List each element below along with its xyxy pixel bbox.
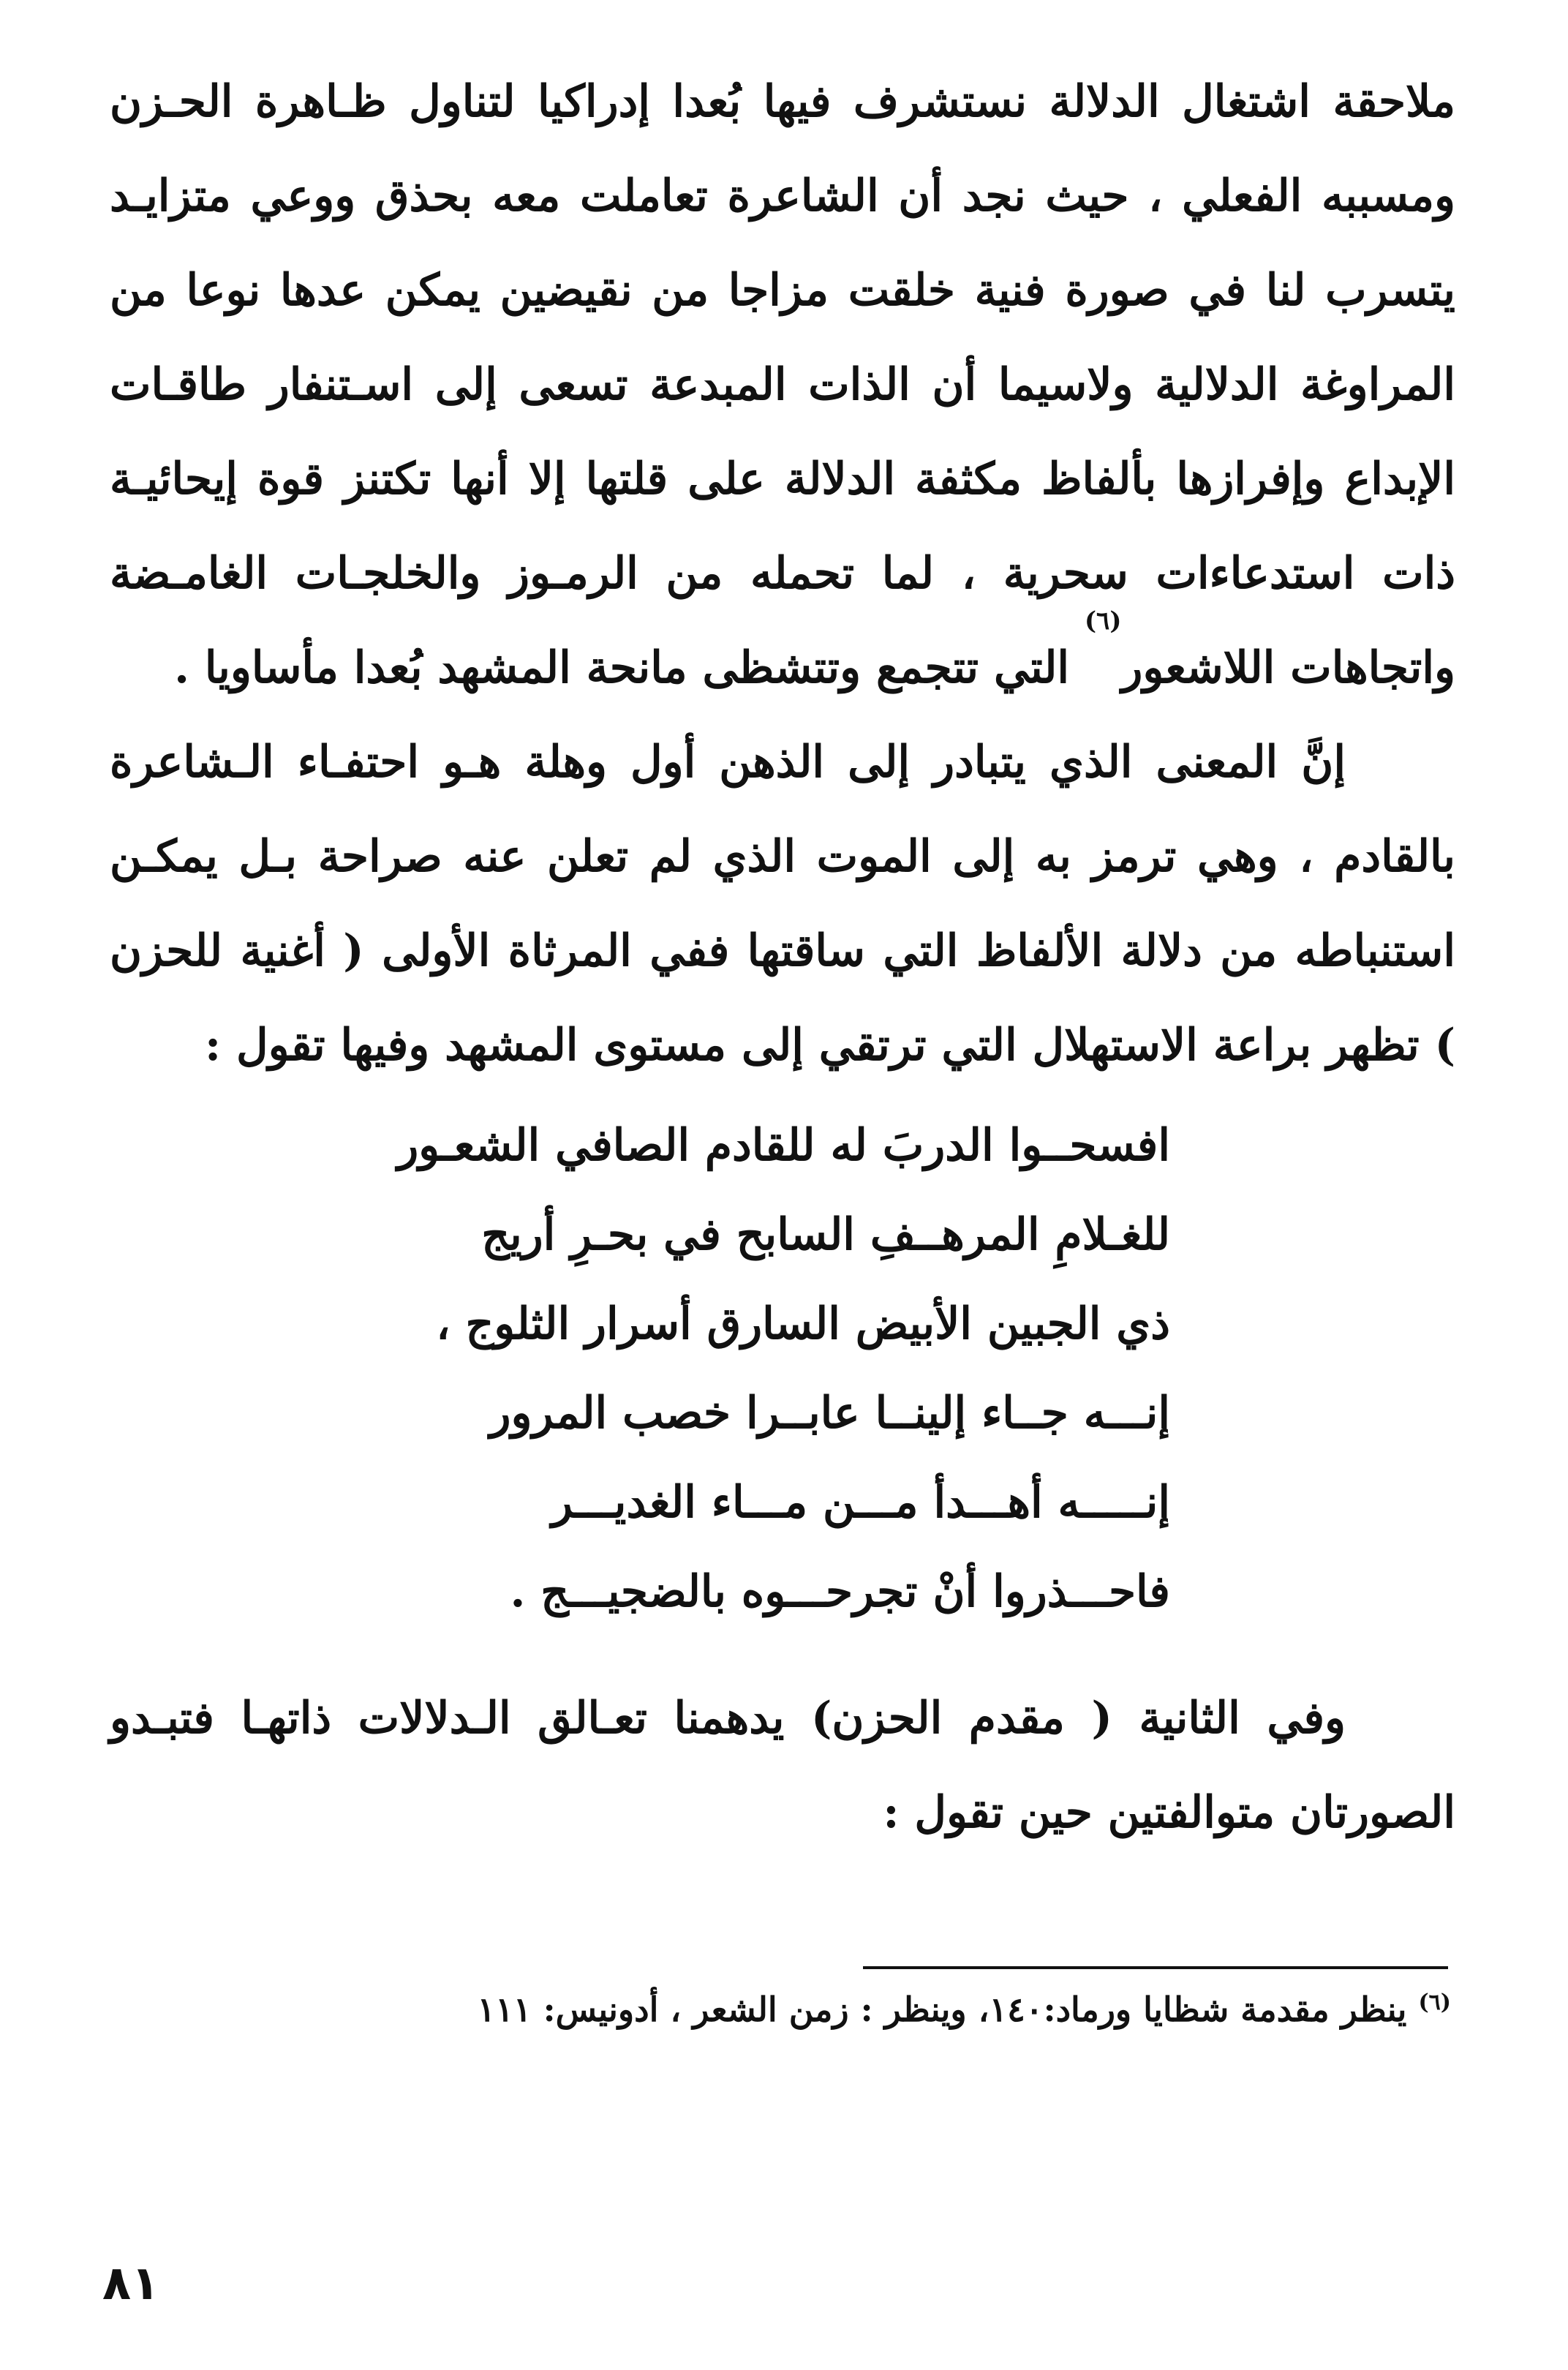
footnote-marker: (٦) <box>1418 1990 1451 2015</box>
poem-verses <box>395 1101 1170 1636</box>
paragraph-1 <box>110 55 1455 715</box>
paragraph-2: إنَّ المعنى الذي يتبادر إلى الذهن أول وهلة هـو احتفـاء الـشاعرة بالقادم ، وهي ترمز به إلى الموت الذي لم تعلن عنه صراحة بـل يمكـن استنباطه من دلالة الألفاظ التي ساقتها ففي المرثاة الأولى ( أغنية للحزن ) تظهر براعة الاستهلال التي ترتقي إلى مستوى المشهد وفيها تقول : <box>110 737 1455 1071</box>
paragraph-1-end: التي تتجمع وتتشظى مانحة المشهد بُعدا مأساويا . <box>174 642 1085 693</box>
verse-line: إنـــــه أهـــدأ مـــن مـــاء الغديـــر <box>551 1477 1170 1528</box>
footnote <box>477 1990 1451 2029</box>
footnote-text: ينظر مقدمة شظايا ورماد:١٤٠، وينظر : زمن الشعر ، أدونيس: ١١١ <box>477 1990 1419 2029</box>
main-text-block <box>110 55 1455 1093</box>
verse-line: ذي الجبين الأبيض السارق أسرار الثلوج ، <box>436 1298 1170 1350</box>
closing-text-block <box>110 1671 1455 1860</box>
page-number: ٨١ <box>102 2257 160 2311</box>
footnote-reference: (٦) <box>1084 606 1122 636</box>
verse-line: للغـلامِ المرهــفِ السابح في بحـرِ أريج <box>481 1209 1170 1260</box>
verse-line: فاحـــذروا أنْ تجرحـــوه بالضجيـــج . <box>510 1566 1170 1617</box>
verse-line: إنـــه جــاء إلينــا عابــرا خصب المرور <box>489 1388 1170 1439</box>
footnote-divider <box>863 1966 1448 1969</box>
paragraph-1-text: ملاحقة اشتغال الدلالة نستشرف فيها بُعدا إدراكيا لتناول ظـاهرة الحـزن ومسببه الفعلي ، حيث نجد أن الشاعرة تعاملت معه بحذق ووعي متزايـد يتسرب لنا في صورة فنية خلقت مزاجا من نقيضين يمكن عدها نوعا من المراوغة الدلالية ولاسيما أن الذات المبدعة تسعى إلى اسـتنفار طاقـات الإبداع وإفرازها بألفاظ مكثفة الدلالة على قلتها إلا أنها تكتنز قوة إيحائيـة ذات استدعاءات سحرية ، لما تحمله من الرمـوز والخلجـات الغامـضة واتجاهات اللاشعور <box>110 76 1455 693</box>
verse-line: افسحــوا الدربَ له للقادم الصافي الشعـور <box>397 1120 1170 1171</box>
paragraph-3: وفي الثانية ( مقدم الحزن) يدهمنا تعـالق الـدلالات ذاتهـا فتبـدو الصورتان متوالفتين حين تقول : <box>110 1693 1455 1838</box>
